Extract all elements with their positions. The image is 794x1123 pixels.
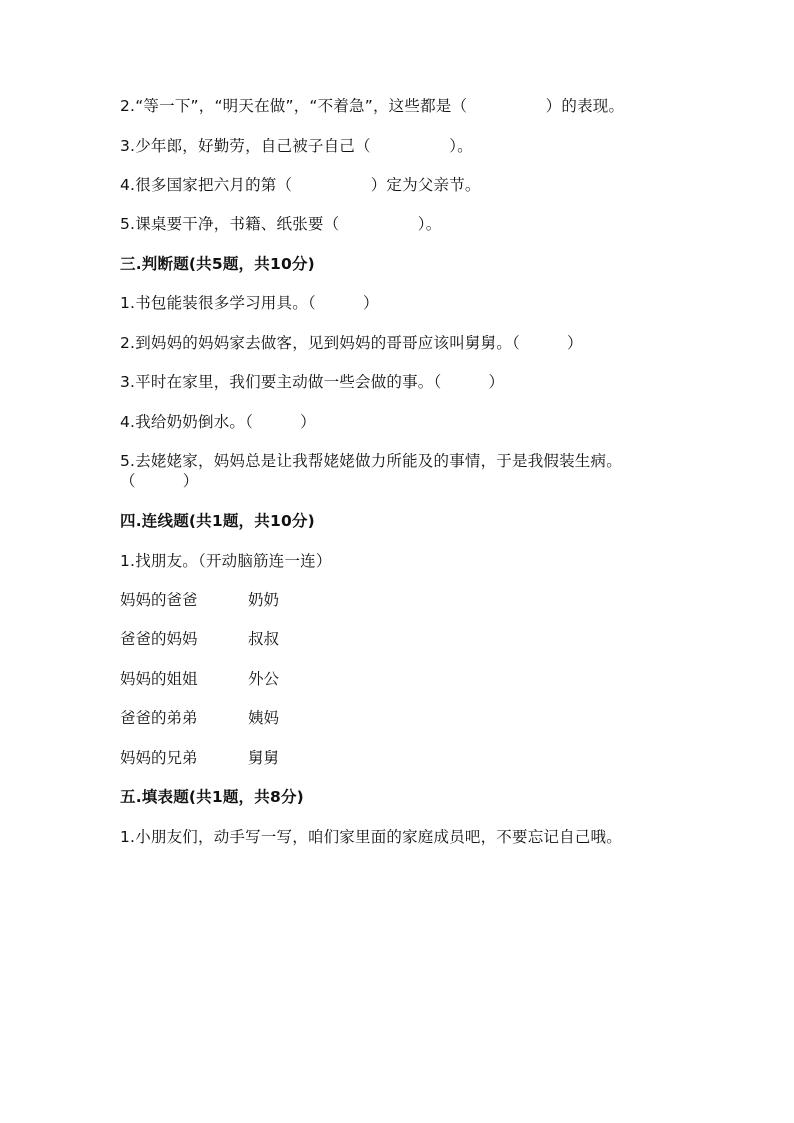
section-5-heading: 五.填表题(共1题，共8分) — [120, 788, 304, 806]
match-right-item: 舅舅 — [248, 749, 280, 767]
match-right-item: 奶奶 — [248, 591, 280, 609]
judge-question-5-answer: （ ） — [120, 472, 199, 490]
fill-question-4: 4.很多国家把六月的第（ ）定为父亲节。 — [120, 176, 481, 194]
fill-question-2: 2.“等一下”，“明天在做”，“不着急”，这些都是（ ）的表现。 — [120, 97, 625, 115]
judge-question-2: 2.到妈妈的妈妈家去做客，见到妈妈的哥哥应该叫舅舅。（ ） — [120, 334, 583, 352]
section-4-heading: 四.连线题(共1题，共10分) — [120, 512, 315, 530]
match-pair — [120, 629, 279, 649]
table-question-1: 1.小朋友们，动手写一写，咱们家里面的家庭成员吧，不要忘记自己哦。 — [120, 828, 622, 846]
match-pair — [120, 708, 279, 728]
match-pair — [120, 590, 279, 610]
judge-question-3: 3.平时在家里，我们要主动做一些会做的事。（ ） — [120, 373, 505, 391]
match-right-item: 外公 — [248, 670, 280, 688]
judge-question-1: 1.书包能装很多学习用具。（ ） — [120, 294, 379, 312]
section-3-heading: 三.判断题(共5题，共10分) — [120, 255, 315, 273]
match-right-item: 叔叔 — [248, 630, 280, 648]
match-left-item: 妈妈的兄弟 — [120, 749, 198, 767]
match-right-item: 姨妈 — [248, 709, 280, 727]
judge-question-4: 4.我给奶奶倒水。（ ） — [120, 413, 316, 431]
match-question-1: 1.找朋友。（开动脑筋连一连） — [120, 552, 332, 570]
judge-question-5: 5.去姥姥家，妈妈总是让我帮姥姥做力所能及的事情，于是我假装生病。 — [120, 452, 622, 470]
match-pair — [120, 748, 279, 768]
fill-question-5: 5.课桌要干净，书籍、纸张要（ ）。 — [120, 215, 442, 233]
match-left-item: 爸爸的弟弟 — [120, 709, 198, 727]
match-left-item: 妈妈的姐姐 — [120, 670, 198, 688]
match-pair — [120, 669, 279, 689]
match-left-item: 妈妈的爸爸 — [120, 591, 198, 609]
fill-question-3: 3.少年郎，好勤劳，自己被子自己（ ）。 — [120, 137, 473, 155]
match-left-item: 爸爸的妈妈 — [120, 630, 198, 648]
